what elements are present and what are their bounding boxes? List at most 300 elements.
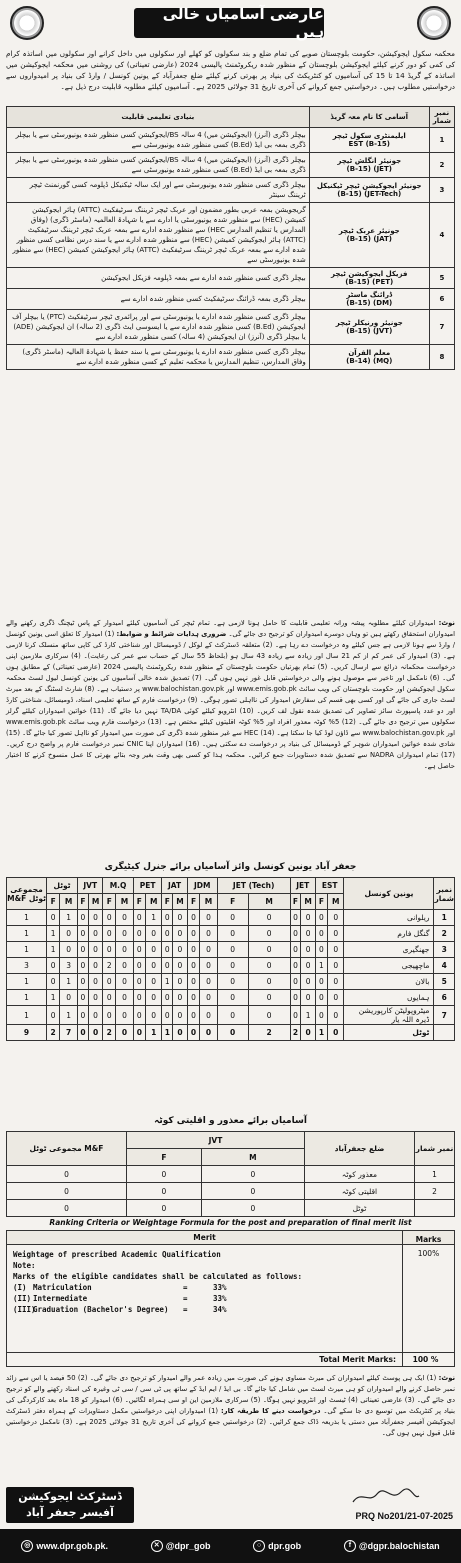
merit-note: Note: <box>13 1261 36 1270</box>
merit-item-no: (I) <box>13 1283 27 1292</box>
vac-col-post: JDM <box>187 878 217 894</box>
vac-cell: 0 <box>200 910 217 926</box>
merit-item-eq: = <box>183 1294 188 1303</box>
job-post-grade: EST (B-15) <box>348 140 390 148</box>
vac-col-m: M <box>173 894 188 910</box>
merit-table <box>6 1230 455 1367</box>
vac-cell: 0 <box>88 958 103 974</box>
vac-cell: 0 <box>187 1006 200 1025</box>
vac-col-f: F <box>103 894 116 910</box>
vac-cell: 0 <box>217 926 248 942</box>
vac-cell: 1 <box>315 958 327 974</box>
vac-cell: 3 <box>60 958 78 974</box>
facebook-icon: f <box>344 1540 356 1552</box>
vac-cell: 1 <box>47 926 60 942</box>
col-post: آسامی کا نام معہ گریڈ <box>309 107 429 128</box>
vac-cell: 0 <box>47 974 60 990</box>
vac-total-cell: 2 <box>47 1025 60 1041</box>
vac-cell: 0 <box>78 1006 89 1025</box>
vac-col-f: F <box>162 894 173 910</box>
vac-total-row <box>7 1025 455 1041</box>
vac-cell: 0 <box>327 958 343 974</box>
vac-sr: 2 <box>434 926 455 942</box>
vac-col-m: M <box>301 894 316 910</box>
vac-total-cell: 7 <box>60 1025 78 1041</box>
vac-cell: 0 <box>217 1006 248 1025</box>
job-post-grade: (MQ) (B-14) <box>346 357 393 365</box>
vac-cell: 0 <box>133 942 145 958</box>
vac-cell: 0 <box>187 926 200 942</box>
job-row <box>7 178 455 203</box>
footer-twitter[interactable] <box>151 1540 211 1552</box>
job-no: 8 <box>429 345 454 370</box>
job-qualification: بیچلر ڈگری کسی منظور شدہ یونیورسٹی سے اور ایک سالہ ٹیکنیکل ڈپلومہ کسی گورنمنٹ ٹیچر ٹریننگ سینٹر <box>7 178 310 203</box>
vac-cell: 0 <box>145 926 162 942</box>
vac-total-cell: 2 <box>248 1025 290 1041</box>
vac-col-m: M <box>60 894 78 910</box>
job-post-name: جونیئر ورنیکلر ٹیچر <box>335 319 403 327</box>
vac-cell: 0 <box>173 1006 188 1025</box>
vac-sr: 5 <box>434 974 455 990</box>
job-post-grade: (DM) (B-15) <box>346 299 393 307</box>
vac-cell: 0 <box>133 990 145 1006</box>
vac-cell: 0 <box>290 942 301 958</box>
vac-cell: 0 <box>162 990 173 1006</box>
vac-cell: 0 <box>248 910 290 926</box>
vac-cell: 0 <box>173 990 188 1006</box>
vac-col-m: M <box>88 894 103 910</box>
vac-cell: 0 <box>103 926 116 942</box>
globe-icon: ◎ <box>21 1540 33 1552</box>
vac-cell: 0 <box>327 990 343 1006</box>
job-post-grade: (JET) (B-15) <box>346 165 392 173</box>
merit-item <box>13 1282 396 1293</box>
how-to-apply-title: درخواست دینے کا طریقہ کار: <box>220 1407 321 1415</box>
vac-uc: جھنگیری <box>344 942 434 958</box>
vac-total: 1 <box>7 910 47 926</box>
notes-section <box>6 618 455 772</box>
vac-col-f: F <box>217 894 248 910</box>
vac-cell: 0 <box>290 990 301 1006</box>
vac-total-cell: 0 <box>78 1025 89 1041</box>
job-row <box>7 153 455 178</box>
quota-sr: 2 <box>415 1183 455 1200</box>
vac-cell: 0 <box>200 990 217 1006</box>
vac-row <box>7 974 455 990</box>
vac-cell: 0 <box>200 926 217 942</box>
notes-label: نوٹ: <box>438 619 455 627</box>
job-qualification: بیچلر ڈگری کسی منظور شدہ ادارے سے بمعہ ڈپلومہ فزیکل ایجوکیشن <box>7 268 310 289</box>
vac-cell: 0 <box>173 974 188 990</box>
quota-total: 0 <box>7 1183 127 1200</box>
quota-title: آسامیاں برائے معذور و اقلیتی کوٹہ <box>154 1116 307 1126</box>
vac-cell: 0 <box>301 942 316 958</box>
vac-cell: 0 <box>60 990 78 1006</box>
job-no: 4 <box>429 203 454 268</box>
instagram-icon: ○ <box>253 1540 265 1552</box>
quota-total: 0 <box>7 1166 127 1183</box>
office-line1: ڈسٹرکٹ ایجوکیشن <box>18 1490 122 1503</box>
merit-item-no: (II) <box>13 1294 32 1303</box>
vac-cell: 0 <box>217 958 248 974</box>
vac-cell: 0 <box>173 910 188 926</box>
vac-cell: 0 <box>47 910 60 926</box>
merit-item-pct: 33% <box>213 1283 227 1292</box>
vac-cell: 0 <box>162 942 173 958</box>
vac-cell: 0 <box>78 958 89 974</box>
vac-cell: 0 <box>133 926 145 942</box>
vac-cell: 0 <box>217 990 248 1006</box>
vac-cell: 0 <box>103 990 116 1006</box>
vac-cell: 0 <box>290 974 301 990</box>
vac-col-total: مجموعی ٹوٹل M&F <box>7 878 47 910</box>
vac-cell: 0 <box>145 990 162 1006</box>
vac-cell: 0 <box>217 910 248 926</box>
job-no: 6 <box>429 289 454 310</box>
col-qualification: بنیادی تعلیمی قابلیت <box>7 107 310 128</box>
weightage-label: Weightage of prescribed Academic Qualification <box>13 1250 221 1259</box>
vac-col-post: EST <box>315 878 344 894</box>
vac-col-m: M <box>145 894 162 910</box>
job-no: 5 <box>429 268 454 289</box>
job-qualification: گریجویشن بمعہ عربی بطور مضمون اور عربک ٹیچر ٹریننگ سرٹیفکیٹ (ATTC) ہائر ایجوکیشن کمیشن (HEC) سے منظور شدہ یونیورسٹی یا ادارے سے یا شہادۃ العالمیہ (ماسٹر ڈگری) (وفاق المدارس یا تنظیم المدارس HEC) سے منظور شدہ ادارے سے بمعہ عربک ٹیچر ٹریننگ سرٹیفکیٹ (ATTC) ہائر ایجوکیشن کمیشن (HEC) سے منظور شدہ ادارے سے یا سند درس نظامی کسی منظور شدہ ادارے سے بمعہ عربک ٹیچر ٹریننگ سرٹیفکیٹ (ATTC) ہائر ایجوکیشن کمیشن (HEC) سے منظور شدہ یونیورسٹی سے <box>7 203 310 268</box>
vac-sr: 3 <box>434 942 455 958</box>
vac-cell: 1 <box>162 974 173 990</box>
vac-cell: 0 <box>301 974 316 990</box>
vac-cell: 0 <box>116 926 134 942</box>
vac-uc: گنگل فارم <box>344 926 434 942</box>
vac-col-m: M <box>327 894 343 910</box>
vac-total-cell: 0 <box>133 1025 145 1041</box>
quota-f: 0 <box>127 1166 202 1183</box>
vac-col-f: F <box>133 894 145 910</box>
job-post <box>309 178 429 203</box>
vac-cell: 0 <box>47 1006 60 1025</box>
job-no: 7 <box>429 310 454 345</box>
vac-cell: 1 <box>47 942 60 958</box>
merit-item-eq: = <box>183 1305 188 1314</box>
job-post-name: جونیئر عربک ٹیچر <box>338 227 400 235</box>
vac-cell: 0 <box>103 1006 116 1025</box>
vac-col-sr: نمبر شمار <box>434 878 455 910</box>
vac-cell: 0 <box>315 974 327 990</box>
vac-cell: 0 <box>200 974 217 990</box>
vac-cell: 0 <box>88 974 103 990</box>
vac-cell: 0 <box>133 1006 145 1025</box>
vac-cell: 0 <box>116 1006 134 1025</box>
vac-row <box>7 1006 455 1025</box>
rules-title: ضروری ہدایات شرائط و ضوابط: <box>116 630 227 638</box>
col-no: نمبر شمار <box>429 107 454 128</box>
vac-cell: 0 <box>162 1006 173 1025</box>
quota-total-total: 0 <box>7 1200 127 1217</box>
job-post <box>309 289 429 310</box>
vac-cell: 0 <box>103 974 116 990</box>
quota-f: 0 <box>127 1183 202 1200</box>
vac-cell: 0 <box>116 958 134 974</box>
vac-cell: 0 <box>315 942 327 958</box>
vac-cell: 0 <box>327 910 343 926</box>
merit-col-merit: Merit <box>7 1231 403 1245</box>
vac-total-sr <box>434 1025 455 1041</box>
vac-cell: 0 <box>78 974 89 990</box>
vac-cell: 0 <box>162 926 173 942</box>
vac-col-uc: یونین کونسل <box>344 878 434 910</box>
vac-cell: 0 <box>116 942 134 958</box>
vac-cell: 0 <box>315 926 327 942</box>
vac-cell: 0 <box>116 990 134 1006</box>
vac-total-cell: 1 <box>145 1025 162 1041</box>
office-line2: آفیسر جعفر آباد <box>26 1506 114 1519</box>
merit-item-eq: = <box>183 1283 188 1292</box>
vac-total-cell: 0 <box>301 1025 316 1041</box>
vac-cell: 0 <box>173 958 188 974</box>
vac-total-cell: 0 <box>327 1025 343 1041</box>
job-post-name: معلم القرآن <box>348 349 391 357</box>
vac-cell: 0 <box>248 974 290 990</box>
vac-cell: 0 <box>133 958 145 974</box>
vac-col-m: M <box>116 894 134 910</box>
vac-cell: 0 <box>217 974 248 990</box>
vac-uc: میٹروپولیٹن کارپوریشن ڈیرہ اللہ یار <box>344 1006 434 1025</box>
job-no: 2 <box>429 153 454 178</box>
vac-col-post: PET <box>133 878 162 894</box>
facebook-text: @dgpr.balochistan <box>358 1541 440 1551</box>
total-merit-label: Total Merit Marks: <box>7 1353 403 1367</box>
vac-cell: 0 <box>248 942 290 958</box>
vac-cell: 0 <box>162 958 173 974</box>
vac-cell: 1 <box>60 1006 78 1025</box>
vac-total-cell: 2 <box>103 1025 116 1041</box>
footer-website[interactable] <box>21 1540 108 1552</box>
vac-cell: 0 <box>187 974 200 990</box>
vac-cell: 0 <box>248 958 290 974</box>
header <box>4 4 457 44</box>
job-no: 1 <box>429 128 454 153</box>
job-row <box>7 310 455 345</box>
vac-cell: 0 <box>290 926 301 942</box>
vac-cell: 0 <box>301 990 316 1006</box>
merit-body <box>7 1245 403 1353</box>
vac-cell: 0 <box>47 958 60 974</box>
vac-total: 1 <box>7 974 47 990</box>
job-row <box>7 203 455 268</box>
quota-row <box>7 1183 455 1200</box>
job-qualification: بیچلر ڈگری کسی منظور شدہ ادارے یا یونیورسٹی سے یا سند حفظ یا شہادۃ العالیہ (ماسٹر ڈگری) وفاق المدارس، تنظیم المدارس یا محکمہ تعلیم کے کسی منظور شدہ ادارے سے <box>7 345 310 370</box>
total-merit-value: 100 % <box>403 1353 455 1367</box>
vac-cell: 1 <box>60 974 78 990</box>
twitter-icon: ✕ <box>151 1540 163 1552</box>
vac-cell: 0 <box>187 942 200 958</box>
vac-cell: 0 <box>145 1006 162 1025</box>
job-post-name: ڈرائنگ ماسٹر <box>346 291 393 299</box>
merit-item-pct: 34% <box>213 1305 227 1314</box>
vac-cell: 0 <box>187 958 200 974</box>
vac-uc: بالان <box>344 974 434 990</box>
vac-cell: 0 <box>78 990 89 1006</box>
quota-col-sr: نمبر شمار <box>415 1132 455 1166</box>
vac-total: 1 <box>7 990 47 1006</box>
jobs-table <box>6 106 455 370</box>
vac-row <box>7 926 455 942</box>
government-seal-icon <box>10 6 44 40</box>
vac-total: 3 <box>7 958 47 974</box>
quota-sr: 1 <box>415 1166 455 1183</box>
vac-cell: 0 <box>327 1006 343 1025</box>
job-qualification: بیچلر ڈگری کسی منظور شدہ ادارے یا یونیورسٹی سے اور پرائمری ٹیچر سرٹیفکیٹ (PTC) یا بیچلر آف ایجوکیشن (B.Ed) کسی منظور شدہ ادارے سے یا ایسوسی ایٹ ڈگری (2 سالہ) ان ایجوکیشن (ADE) یا بیچلر ڈگری (آنرز) ان ایجوکیشن (4 سالہ) کسی منظور شدہ ادارے سے <box>7 310 310 345</box>
vac-cell: 0 <box>133 974 145 990</box>
vac-cell: 0 <box>88 926 103 942</box>
job-post <box>309 128 429 153</box>
education-department-seal-icon <box>417 6 451 40</box>
quota-table <box>6 1131 455 1217</box>
merit-item <box>13 1293 396 1304</box>
quota-col-total: M&F مجموعی ٹوٹل <box>7 1132 127 1166</box>
instagram-text: dpr.gob <box>268 1541 302 1551</box>
office-box <box>6 1487 134 1523</box>
vac-cell: 0 <box>145 942 162 958</box>
vac-col-post: JAT <box>162 878 187 894</box>
vac-cell: 0 <box>78 942 89 958</box>
vac-total-cell: 1 <box>162 1025 173 1041</box>
job-post <box>309 345 429 370</box>
job-post <box>309 153 429 178</box>
vac-grand-total: 9 <box>7 1025 47 1041</box>
vac-col-post: JVT <box>78 878 103 894</box>
page-title: عارضی آسامیاں خالی ہیں <box>134 8 324 38</box>
vac-col-m: M <box>200 894 217 910</box>
vac-cell: 0 <box>88 1006 103 1025</box>
vac-uc: ماچھیجی <box>344 958 434 974</box>
job-post <box>309 310 429 345</box>
vac-cell: 0 <box>248 1006 290 1025</box>
footer-facebook[interactable] <box>344 1540 440 1552</box>
vac-total: 1 <box>7 1006 47 1025</box>
vac-cell: 0 <box>133 910 145 926</box>
vac-uc: ہمایوں <box>344 990 434 1006</box>
vac-cell: 0 <box>248 990 290 1006</box>
vac-cell: 0 <box>187 990 200 1006</box>
rules-text: (1) امیدوار کا تعلق اسی یونین کونسل / وارڈ سے ہونا لازمی ہے جس کیلئے وہ درخواست دے رہا ہے۔ (2) متعلقہ ڈسٹرکٹ کے لوکل / ڈومیسائل اور شناختی کارڈ کی کاپی ساتھ منسلک کرنا لازمی ہے۔ (3) امیدوار کی عمر کم از کم 21 سال اور زیادہ سے زیادہ 43 سال ہو (بلحاظ 55 سال کے حساب سے عمر کی رعایت)۔ (4) سرکاری ملازمین اپنی درخواست محکمانہ ذرائع سے ارسال کریں۔ (5) تمام بھرتیاں حکومت بلوچستان کے منظور شدہ ریکروٹمنٹ پالیسی 2024 (عارضی تعیناتی) کے مطابق ہوں گی۔ (6) نامکمل اور تاخیر سے موصول ہونے والی درخواستیں قابل غور نہیں ہوں گی۔ (7) تصدیق شدہ خالی آسامیوں کی یونین کونسل لیول لسٹ محکمہ سکول ایجوکیشن اور حکومت بلوچستان کی ویب سائٹ www.emis.gob.pk اور www.balochistan.gov.pk پر دستیاب ہے۔ (8) شارٹ لسٹنگ کے بعد میرٹ لسٹ جاری کی جائے گی اور کسی بھی قسم کی سفارش امیدوار کی نااہلی تصور ہوگی۔ (9) درخواست فارم کے ساتھ تعلیمی اسناد، ڈومیسائل، شناختی کارڈ اور دو عدد پاسپورٹ سائز تصاویر کی تصدیق شدہ نقول لف کریں۔ (10) انٹرویو کیلئے کوئی TA/DA نہیں دیا جائے گا۔ (11) خواتین امیدواران کیلئے گرلز سکولوں میں ترجیح دی جائے گی۔ (12) 5% کوٹہ معذور افراد اور 5% کوٹہ اقلیتوں کیلئے مختص ہے۔ (13) درخواست فارم ویب سائٹ www.emis.gob.pk اور www.balochistan.gov.pk سے ڈاؤن لوڈ کیا جا سکتا ہے۔ (14) HEC سے غیر منظور شدہ ڈگری کی صورت میں امیدوار کو نااہل تصور کیا جائے گا۔ (15) شادی شدہ خواتین امیدواران شوہر کے ڈومیسائل کی بنیاد پر درخواست دے سکتی ہیں۔ (16) امیدواران اپنا CNIC نمبر درخواست فارم پر واضح درج کریں۔ (17) تمام امیدواران NADRA سے تصدیق شدہ دستاویزات جمع کرائیں۔ محکمہ ہذا کو کسی بھی وقت بغیر وجہ بتائے بھرتی کا عمل منسوخ کرنے کا اختیار حاصل ہے۔ <box>6 630 456 770</box>
vac-cell: 0 <box>301 926 316 942</box>
job-post-grade: (JAT) (B-15) <box>346 235 392 243</box>
vac-total-cell: 0 <box>217 1025 248 1041</box>
vac-cell: 0 <box>217 942 248 958</box>
quota-row <box>7 1166 455 1183</box>
vac-cell: 0 <box>173 926 188 942</box>
vac-col-post: JET (Tech) <box>217 878 290 894</box>
vacancy-title: جعفر آباد یونین کونسل وائز آسامیاں برائے جنرل کیٹیگری <box>104 862 357 872</box>
vac-cell: 0 <box>60 942 78 958</box>
vac-cell: 1 <box>301 1006 316 1025</box>
job-post-name: جونیئر ایجوکیشن ٹیچر ٹیکنیکل <box>316 182 422 190</box>
quota-total-label: ٹوٹل <box>305 1200 415 1217</box>
quota-col-type: ضلع جعفرآباد <box>305 1132 415 1166</box>
vac-cell: 1 <box>60 910 78 926</box>
vac-cell: 0 <box>301 958 316 974</box>
merit-marks-value: 100% <box>403 1245 455 1353</box>
job-post-grade: (JET-Tech) (B-15) <box>337 190 402 198</box>
vac-cell: 0 <box>248 926 290 942</box>
vac-cell: 0 <box>290 1006 301 1025</box>
job-row <box>7 268 455 289</box>
vac-total-cell: 0 <box>173 1025 188 1041</box>
vac-cell: 0 <box>116 910 134 926</box>
vac-cell: 0 <box>200 942 217 958</box>
quota-m: 0 <box>201 1166 304 1183</box>
vacancy-table <box>6 877 455 1041</box>
merit-item-label: Graduation (Bachelor's Degree) <box>33 1305 169 1314</box>
vac-cell: 0 <box>60 926 78 942</box>
job-row <box>7 289 455 310</box>
quota-total-f: 0 <box>127 1200 202 1217</box>
vac-total-label: ٹوٹل <box>344 1025 434 1041</box>
prq-number: PRQ No201/21-07-2025 <box>355 1511 453 1521</box>
vac-cell: 1 <box>47 990 60 1006</box>
vac-cell: 0 <box>162 910 173 926</box>
twitter-text: @dpr_gob <box>165 1541 211 1551</box>
vac-col-f: F <box>315 894 327 910</box>
note2-text: (1) ایک ہی پوسٹ کیلئے امیدواران کی میرٹ مساوی ہونے کی صورت میں زیادہ عمر والے امیدوار کو ترجیح دی جائے گی۔ (2) 50 فیصد یا اس سے زائد نمبر حاصل کرنے والے امیدواران کو ہی میرٹ لسٹ میں شامل کیا جائے گا۔ بی ایڈ / ایم ایڈ کے ساتھ پی ٹی سی / سی ٹی وغیرہ کی اسناد رکھنے والے کو ترجیح دی جائے گی۔ (3) عارضی تعیناتی (4) ٹیسٹ اور انٹرویو نہیں ہوگا۔ (5) سرکاری ملازمین این او سی ہمراہ لگائیں۔ (6) امیدوار کو 18 ماہ بعد کارکردگی کی بنیاد پر کنٹریکٹ میں توسیع دی جا سکے گی۔ <box>6 1374 456 1415</box>
vac-cell: 0 <box>290 958 301 974</box>
quota-m: 0 <box>201 1183 304 1200</box>
vac-cell: 1 <box>145 910 162 926</box>
vac-cell: 0 <box>200 1006 217 1025</box>
vac-col-post: ٹوٹل <box>47 878 78 894</box>
vac-row <box>7 942 455 958</box>
vac-row <box>7 910 455 926</box>
vac-cell: 0 <box>173 942 188 958</box>
job-qualification: بیچلر ڈگری (آنرز) (ایجوکیشن میں) 4 سالہ BS/ایجوکیشن کسی منظور شدہ یونیورسٹی سے یا بیچلر ڈگری بمعہ بی ایڈ (B.Ed) کسی منظور شدہ یونیورسٹی سے <box>7 153 310 178</box>
footer-instagram[interactable] <box>253 1540 301 1552</box>
vac-total-cell: 0 <box>88 1025 103 1041</box>
vac-cell: 2 <box>103 958 116 974</box>
job-qualification: بیچلر ڈگری (آنرز) (ایجوکیشن میں) 4 سالہ BS/ایجوکیشن کسی منظور شدہ یونیورسٹی سے یا بیچلر ڈگری بمعہ بی ایڈ (B.Ed) کسی منظور شدہ یونیورسٹی سے <box>7 128 310 153</box>
job-no: 3 <box>429 178 454 203</box>
job-row <box>7 345 455 370</box>
job-post-grade: (PET) (B-15) <box>345 278 394 286</box>
vac-col-f: F <box>78 894 89 910</box>
vac-col-f: F <box>290 894 301 910</box>
vac-total-cell: 0 <box>187 1025 200 1041</box>
vac-cell: 0 <box>327 942 343 958</box>
vac-total-cell: 2 <box>290 1025 301 1041</box>
merit-item <box>13 1304 396 1315</box>
merit-item-no: (III) <box>13 1305 36 1314</box>
vac-cell: 0 <box>88 910 103 926</box>
vac-col-m: M <box>248 894 290 910</box>
vac-row <box>7 990 455 1006</box>
vac-cell: 0 <box>145 974 162 990</box>
vac-cell: 0 <box>78 926 89 942</box>
merit-item-label: Matriculation <box>33 1283 92 1292</box>
vac-cell: 0 <box>290 910 301 926</box>
vac-cell: 0 <box>315 910 327 926</box>
website-text: www.dpr.gob.pk. <box>36 1541 109 1551</box>
job-post <box>309 203 429 268</box>
vac-cell: 0 <box>78 910 89 926</box>
vac-total-cell: 1 <box>315 1025 327 1041</box>
how-to-apply-text: (1) امیدواران اپنی درخواستیں مکمل دستاویزات کے ہمراہ دفتر ڈسٹرکٹ ایجوکیشن آفیسر جعفرآباد میں دستی یا بذریعہ ڈاک جمع کرائیں۔ (2) درخواستیں جمع کروانے کی آخری تاریخ 31 جولائی 2025 ہے۔ (3) نامکمل درخواستیں قابل قبول نہیں ہوں گی۔ <box>6 1407 455 1437</box>
note2-section <box>6 1373 455 1439</box>
merit-item-label: Intermediate <box>33 1294 88 1303</box>
job-post-name: ایلیمنٹری سکول ٹیچر <box>332 132 406 140</box>
quota-total-m: 0 <box>201 1200 304 1217</box>
vac-cell: 0 <box>103 942 116 958</box>
quota-col-f: F <box>127 1149 202 1166</box>
vac-cell: 0 <box>187 910 200 926</box>
intro-paragraph: محکمہ سکول ایجوکیشن، حکومت بلوچستان صوبے کی تمام ضلع و بند سکولوں کو کھلے اور سکولوں میں داخل کرانے اور سکولوں میں اساتذہ کرام کی کمی کو دور کرنے کیلئے ایجوکیشن بلوچستان کے منظور شدہ ریکروٹمنٹ پالیسی 2024 (عارضی تعیناتی) کی روشنی میں محکمہ ایجوکیشن میں اساتذہ کے گریڈ 14 تا 15 کی آسامیوں کو کنٹریکٹ کی بنیاد پر بھرتی کرنے کیلئے ضلع جعفرآباد کے یونین کونسل / وارڈ کی بنیاد پر امیدواروں سے درخواستیں مطلوب ہیں۔ درخواستیں جمع کروانے کی آخری تاریخ 31 جولائی 2025 ہے۔ آسامیوں کیلئے مطلوبہ قابلیت درج ذیل ہے۔ <box>6 49 455 91</box>
